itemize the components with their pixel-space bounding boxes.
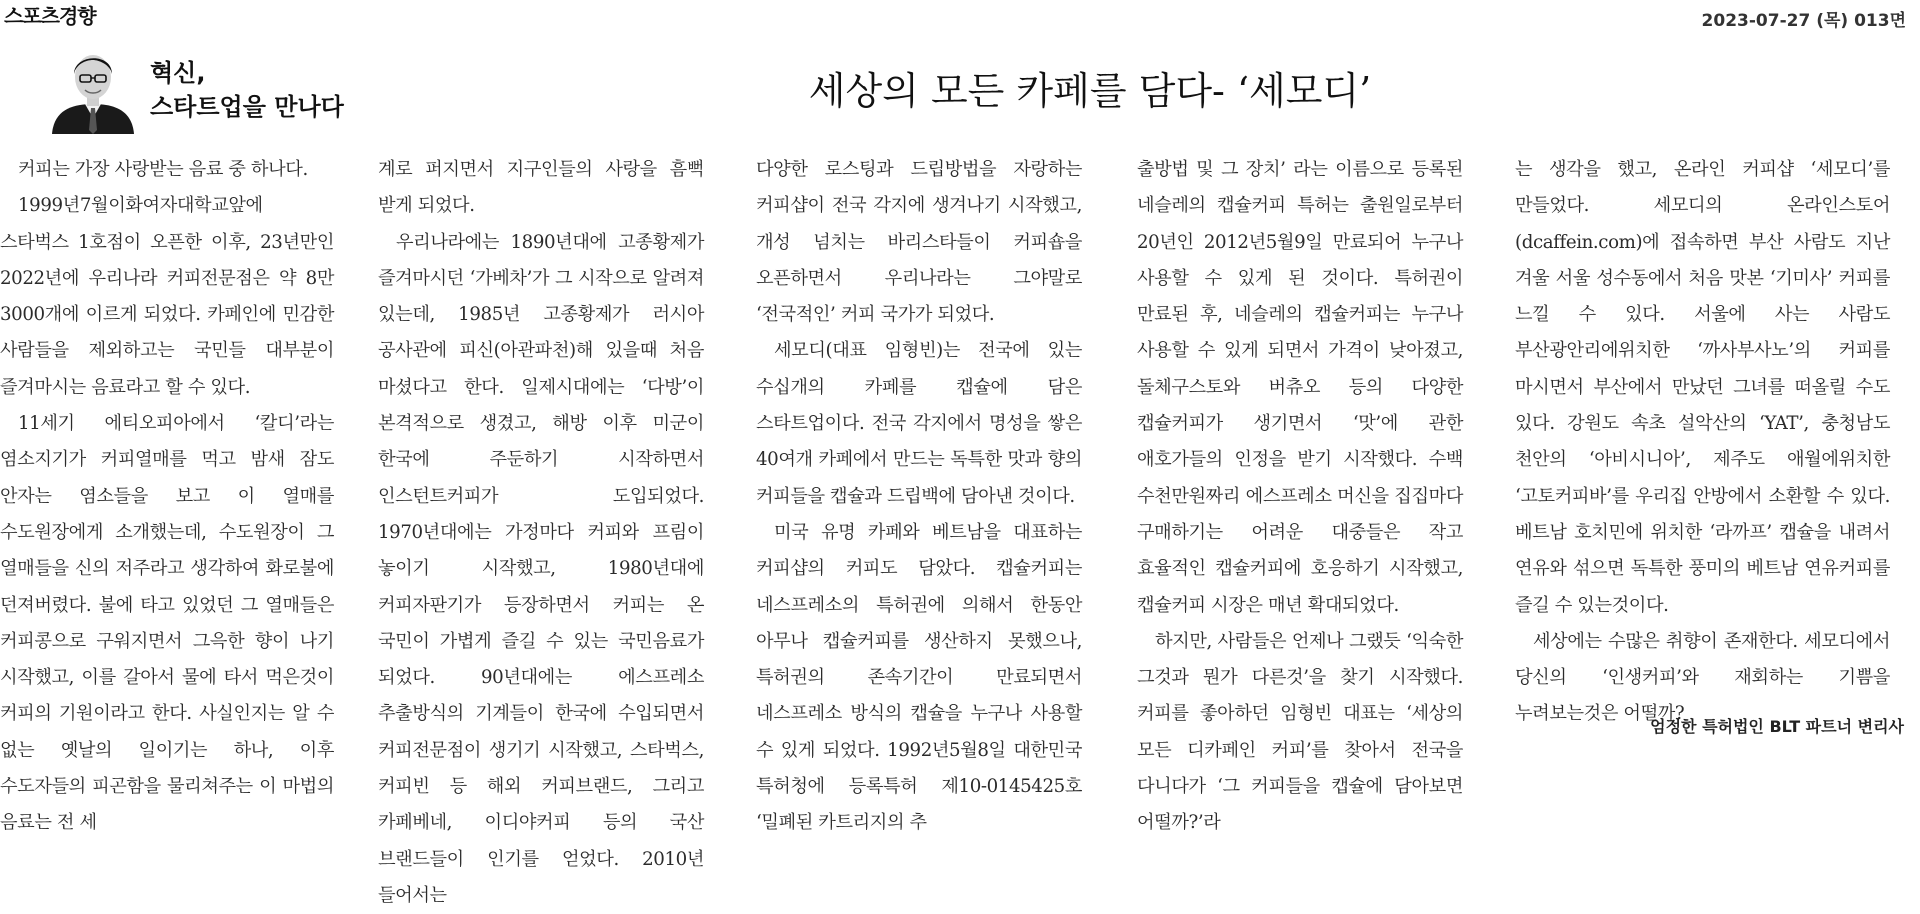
paragraph: 다양한 로스팅과 드립방법을 자랑하는 커피샵이 전국 각지에 생겨나기 시작했고, 개성 넘치는 바리스타들이 커피숍을 오픈하면서 우리나라는 그야말로 ‘전국적인’ 커피 국가가 되었다.: [756, 159, 1082, 326]
paragraph: 출방법 및 그 장치’ 라는 이름으로 등록된 네슬레의 캡슐커피 특허는 출원일로부터 20년인 2012년5월9일 만료되어 누구나 사용할 수 있게 된 것이다. 특허권이 만료된 후, 네슬레의 캡슐커피는 누구나 사용할 수 있게 되면서 가격이 낮아졌고, 돌체구스토와 버츄오 등의 다양한 캡슐커피가 생기면서 ‘맛’에 관한 애호가들의 인정을 받기 시작했다. 수백 수천만원짜리 에스프레소 머신을 집집마다 구매하기는 어려운 대중들은 작고 효율적인 캡슐커피에 호응하기 시작했고, 캡슐커피 시장은 매년 확대되었다.: [1137, 159, 1463, 616]
paragraph: 세모디(대표 임형빈)는 전국에 있는 수십개의 카페를 캡슐에 담은 스타트업이다. 전국 각지에서 명성을 쌓은 40여개 카페에서 만드는 독특한 맛과 향의 커피들을 캡슐과 드립백에 담아낸 것이다.: [756, 340, 1082, 507]
author-byline: 엄정한 특허법인 BLT 파트너 변리사: [1650, 717, 1904, 736]
paragraph: 미국 유명 카페와 베트남을 대표하는 커피샵의 커피도 담았다. 캡슐커피는 네스프레소의 특허권에 의해서 한동안 아무나 캡슐커피를 생산하지 못했으나, 특허권의 존속기간이 만료되면서 네스프레소 방식의 캡슐을 누구나 사용할 수 있게 되었다. 1992년5월8일 대한민국 특허청에 등록특허 제10-0145425호 ‘밀폐된 카트리지의 추: [756, 521, 1082, 834]
body-column-4: [1137, 152, 1463, 842]
paragraph: 하지만, 사람들은 언제나 그랬듯 ‘익숙한 그것과 뭔가 다른것’을 찾기 시작했다. 커피를 좋아하던 임형빈 대표는 ‘세상의 모든 디카페인 커피’를 찾아서 전국을 다니다가 ‘그 커피들을 캡슐에 담아보면 어떨까?’라: [1137, 630, 1463, 834]
columnist-portrait: [44, 44, 142, 134]
series-title: [150, 56, 344, 124]
issue-dateline: 2023-07-27 (목) 013면: [1701, 11, 1906, 31]
series-title-line1: 혁신,: [150, 59, 206, 87]
paragraph: 우리나라에는 1890년대에 고종황제가 즐겨마시던 ‘가베차’가 그 시작으로 알려져 있는데, 1985년 고종황제가 러시아 공사관에 피신(아관파천)해 있을때 처음 마셨다고 한다. 일제시대에는 ‘다방’이 본격적으로 생겼고, 해방 이후 미군이 한국에 주둔하기 시작하면서 인스턴트커피가 도입되었다. 1970년대에는 가정마다 커피와 프림이 놓이기 시작했고, 1980년대에 커피자판기가 등장하면서 커피는 온 국민이 가볍게 즐길 수 있는 국민음료가 되었다. 90년대에는 에스프레소 추출방식의 기계들이 한국에 수입되면서 커피전문점이 생기기 시작했고, 스타벅스, 커피빈 등 해외 커피브랜드, 그리고 카페베네, 이디야커피 등의 국산 브랜드들이 인기를 얻었다. 2010년 들어서는: [378, 231, 704, 906]
paragraph: 커피는 가장 사랑받는 음료 중 하나다.: [18, 159, 308, 180]
newspaper-masthead: 스포츠경향: [4, 4, 96, 28]
body-column-2: [378, 152, 704, 914]
paragraph: 1999년7월이화여자대학교앞에 스타벅스 1호점이 오픈한 이후, 23년만인 2022년에 우리나라 커피전문점은 약 8만 3000개에 이르게 되었다. 카페인에 민감한 사람들을 제외하고는 국민들 대부분이 즐겨마시는 음료라고 할 수 있다.: [0, 195, 334, 398]
body-column-1: [0, 152, 334, 842]
body-column-5: [1515, 152, 1890, 733]
article-headline: 세상의 모든 카페를 담다- ‘세모디’: [808, 69, 1372, 113]
paragraph: 11세기 에티오피아에서 ‘칼디’라는 염소지기가 커피열매를 먹고 밤새 잠도 안자는 염소들을 보고 이 열매를 수도원장에게 소개했는데, 수도원장이 그 열매들을 신의 저주라고 생각하여 화로불에 던져버렸다. 불에 타고 있었던 그 열매들은 커피콩으로 구워지면서 그윽한 향이 나기 시작했고, 이를 갈아서 물에 타서 먹은것이 커피의 기원이라고 한다. 사실인지는 알 수 없는 옛날의 일이기는 하나, 이후 수도자들의 피곤함을 물리쳐주는 이 마법의 음료는 전 세: [0, 413, 334, 834]
series-title-line2: 스타트업을 만나다: [150, 93, 344, 121]
paragraph: 계로 퍼지면서 지구인들의 사랑을 흠뻑 받게 되었다.: [378, 159, 704, 217]
paragraph: 는 생각을 했고, 온라인 커피샵 ‘세모디’를 만들었다. 세모디의 온라인스토어(dcaffein.com)에 접속하면 부산 사람도 지난 겨울 서울 성수동에서 처음 맛본 ‘기미사’ 커피를 느낄 수 있다. 서울에 사는 사람도 부산광안리에위치한 ‘까사부사노’의 커피를 마시면서 부산에서 만났던 그녀를 떠올릴 수도 있다. 강원도 속초 설악산의 ‘YAT’, 충청남도 천안의 ‘아비시니아’, 제주도 애월에위치한 ‘고토커피바’를 우리집 안방에서 소환할 수 있다. 베트남 호치민에 위치한 ‘라까프’ 캡슐을 내려서 연유와 섞으면 독특한 풍미의 베트남 연유커피를 즐길 수 있는것이다.: [1515, 159, 1890, 616]
paragraph: 세상에는 수많은 취향이 존재한다. 세모디에서 당신의 ‘인생커피’와 재회하는 기쁨을 누려보는것은 어떨까?: [1515, 630, 1890, 725]
body-column-3: [756, 152, 1082, 842]
